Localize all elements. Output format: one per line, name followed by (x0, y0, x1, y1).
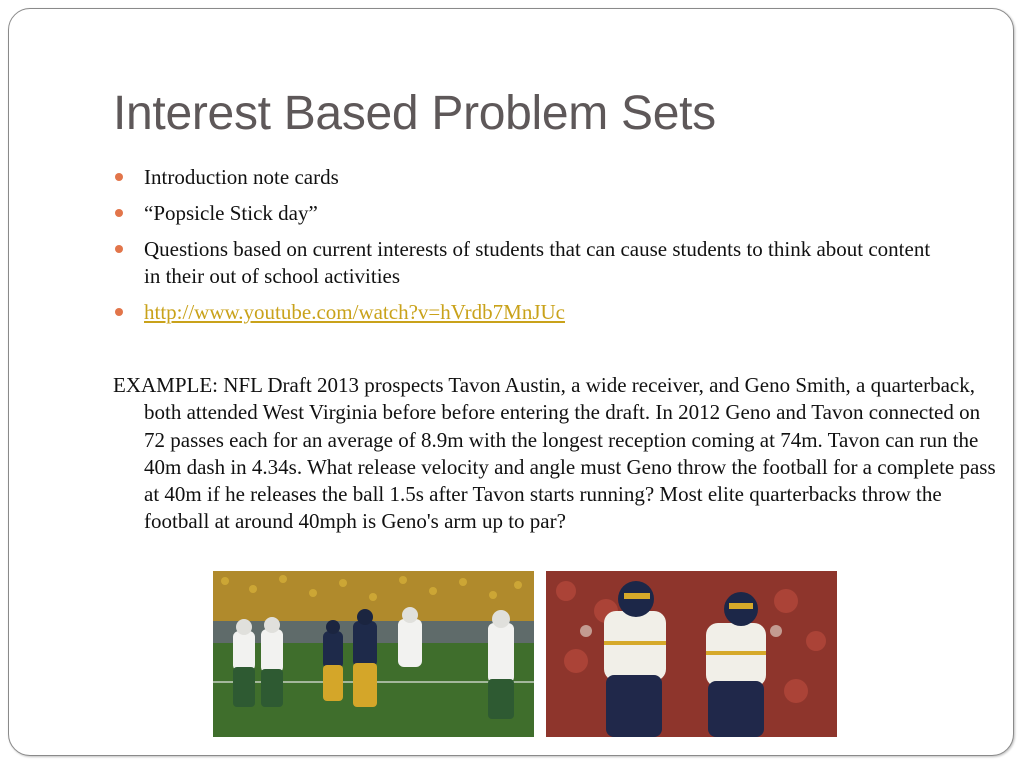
bullet-item (113, 164, 933, 191)
football-scene-left-image (213, 571, 534, 737)
bullet-dot-icon (115, 245, 123, 253)
slide-title: Interest Based Problem Sets (113, 87, 716, 140)
bullet-item (113, 299, 933, 326)
bullet-dot-icon (115, 308, 123, 316)
bullet-text: Questions based on current interests of students that can cause students to think about content in their out of school activities (144, 237, 931, 288)
bullet-item (113, 200, 933, 227)
bullet-list (113, 164, 933, 335)
bullet-item (113, 236, 933, 290)
bullet-dot-icon (115, 173, 123, 181)
bullet-text: “Popsicle Stick day” (144, 201, 318, 225)
football-scene-right-image (546, 571, 837, 737)
football-photo-right (546, 571, 837, 737)
football-photo-left (213, 571, 534, 737)
example-paragraph: EXAMPLE: NFL Draft 2013 prospects Tavon Austin, a wide receiver, and Geno Smith, a quarterback, both attended West Virginia before before entering the draft. In 2012 Geno and Tavon connected on 72 passes each for an average of 8.9m with the longest reception coming at 74m. Tavon can run the 40m dash in 4.34s. What release velocity and angle must Geno throw the football for a complete pass at 40m if he releases the ball 1.5s after Tavon starts running? Most elite quarterbacks throw the football at around 40mph is Geno's arm up to par? (113, 373, 996, 534)
bullet-dot-icon (115, 209, 123, 217)
bullet-text: Introduction note cards (144, 165, 339, 189)
youtube-link[interactable]: http://www.youtube.com/watch?v=hVrdb7MnJUc (144, 300, 565, 324)
